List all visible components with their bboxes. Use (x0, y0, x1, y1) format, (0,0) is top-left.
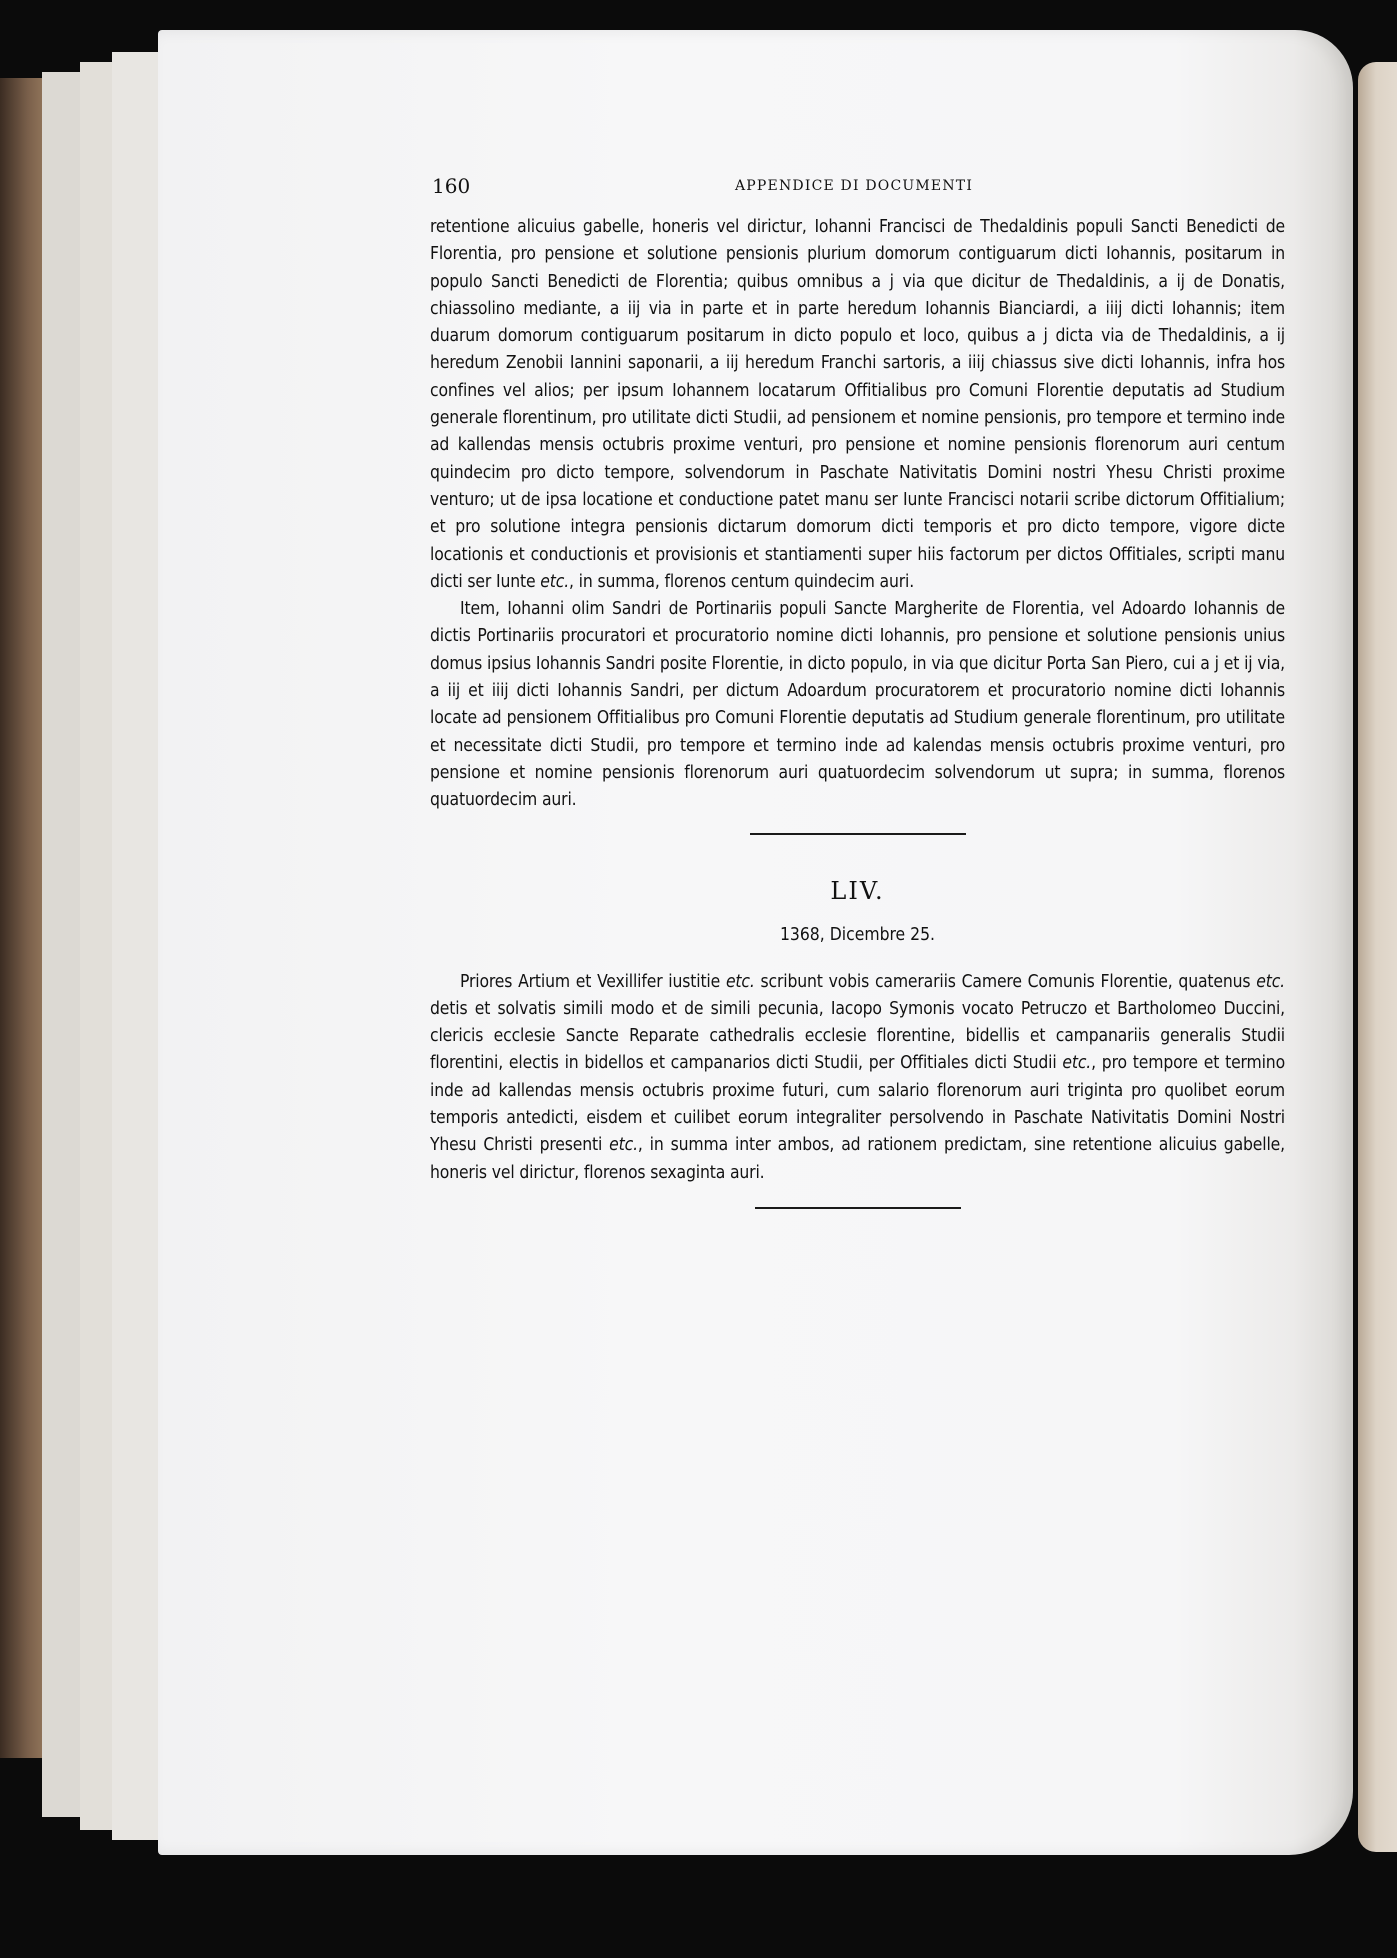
page-header (430, 170, 1285, 202)
etc-text: etc. (540, 571, 570, 592)
paragraph-item: Item, Iohanni olim Sandri de Portinariis populi Sancte Margherite de Florentia, vel Adoardo Iohannis de dictis Portinariis procuratori et procuratorio nomine dicti Iohannis, pro pensione et solutione pensionis unius domus ipsius Iohannis Sandri posite Florentie, in dicto populo, in via que dicitur Porta San Piero, cui a j et ij via, a iij et iiij dicti Iohannis Sandri, per dictum Adoardum procuratorem et procuratorio nomine dicti Iohannis locate ad pensionem Offitialibus pro Comuni Florentie deputatis ad Studium generale florentinum, pro utilitate et necessitate dicti Studii, pro tempore et termino inde ad kalendas mensis octubris proxime venturi, pro pensione et nomine pensionis florenorum auri quatuordecim solvendorum ut supra; in summa, florenos quatuordecim auri. (430, 599, 1285, 811)
section-divider (750, 833, 966, 835)
etc-text: etc. (725, 971, 755, 992)
body-text: Priores Artium et Vexillifer iustitie (460, 971, 721, 992)
body-text: , in summa inter ambos, ad rationem predictam, sine retentione alicuius gabelle, honeris vel dirictur, florenos sexaginta auri. (430, 1135, 1285, 1183)
page-number: 160 (432, 174, 471, 198)
etc-text: etc. (609, 1135, 638, 1156)
etc-text: etc. (1256, 971, 1285, 992)
body-text: detis et solvatis simili modo et de simili pecunia, Iacopo Symonis vocato Petruczo et Bartholomeo Duccini, clericis ecclesie Sancte Reparate cathedralis ecclesie florentine, bidellis et campanariis generalis Studii florentini, electis in bidellos et campanarios dicti Studii, per Offitiales dicti Studii (430, 998, 1285, 1074)
document-body (430, 969, 1285, 1187)
running-head: APPENDICE DI DOCUMENTI (735, 178, 974, 194)
end-divider (755, 1207, 961, 1209)
document-number: LIV. (830, 876, 885, 905)
body-text: , pro tempore et termino inde ad kallendas mensis octubris proxime futuri, cum salario florenorum auri triginta pro quolibet eorum temporis antedicti, eisdem et cuilibet eorum integraliter persolvendo in Paschate Nativitatis Domini Nostri Yhesu Christi presenti (430, 1053, 1285, 1156)
paragraph-continued (430, 214, 1285, 596)
paragraph-text: retentione alicuius gabelle, honeris vel dirictur, Iohanni Francisci de Thedaldinis populi Sancti Benedicti de Florentia, pro pensione et solutione pensionis plurium domorum contiguarum dicti Iohannis, positarum in populo Sancti Benedicti de Florentia; quibus omnibus a j via que dicitur de Thedaldinis, a ij de Donatis, chiassolino mediante, a iij via in parte et in parte heredum Iohannis Bianciardi, a iiij dicti Iohannis; item duarum domorum contiguarum positarum in dicto populo et loco, quibus a j dicta via de Thedaldinis, a ij heredum Zenobii Iannini saponarii, a iij heredum Franchi sartoris, a iiij chiassus sive dicti Iohannis, infra hos confines vel alios; per ipsum Iohannem locatarum Offitialibus pro Comuni Florentie deputatis ad Studium generale florentinum, pro utilitate dicti Studii, ad pensionem et nomine pensionis, pro tempore et termino inde ad kallendas mensis octubris proxime venturi, pro pensione et nomine pensionis florenorum auri centum quindecim pro dicto tempore, solvendorum in Paschate Nativitatis Domini nostri Yhesu Christi proxime venturo; ut de ipsa locatione et conductione patet manu ser Iunte Francisci notarii scribe dictorum Offitialium; et pro solutione integra pensionis dictarum domorum dicti temporis et pro dicto tempore, vigore dicte locationis et conductionis et provisionis et stantiamenti super hiis factorum per dictos Offitiales, scripti manu dicti ser Iunte (430, 217, 1285, 592)
paragraph-text: , in summa, florenos centum quindecim auri. (569, 571, 915, 592)
document-date: 1368, Dicembre 25. (779, 924, 936, 945)
page-content (430, 170, 1285, 1209)
etc-text: etc. (1062, 1053, 1092, 1074)
facing-page-edge (1358, 62, 1397, 1852)
body-text: scribunt vobis camerariis Camere Comunis Florentie, quatenus (760, 971, 1251, 992)
